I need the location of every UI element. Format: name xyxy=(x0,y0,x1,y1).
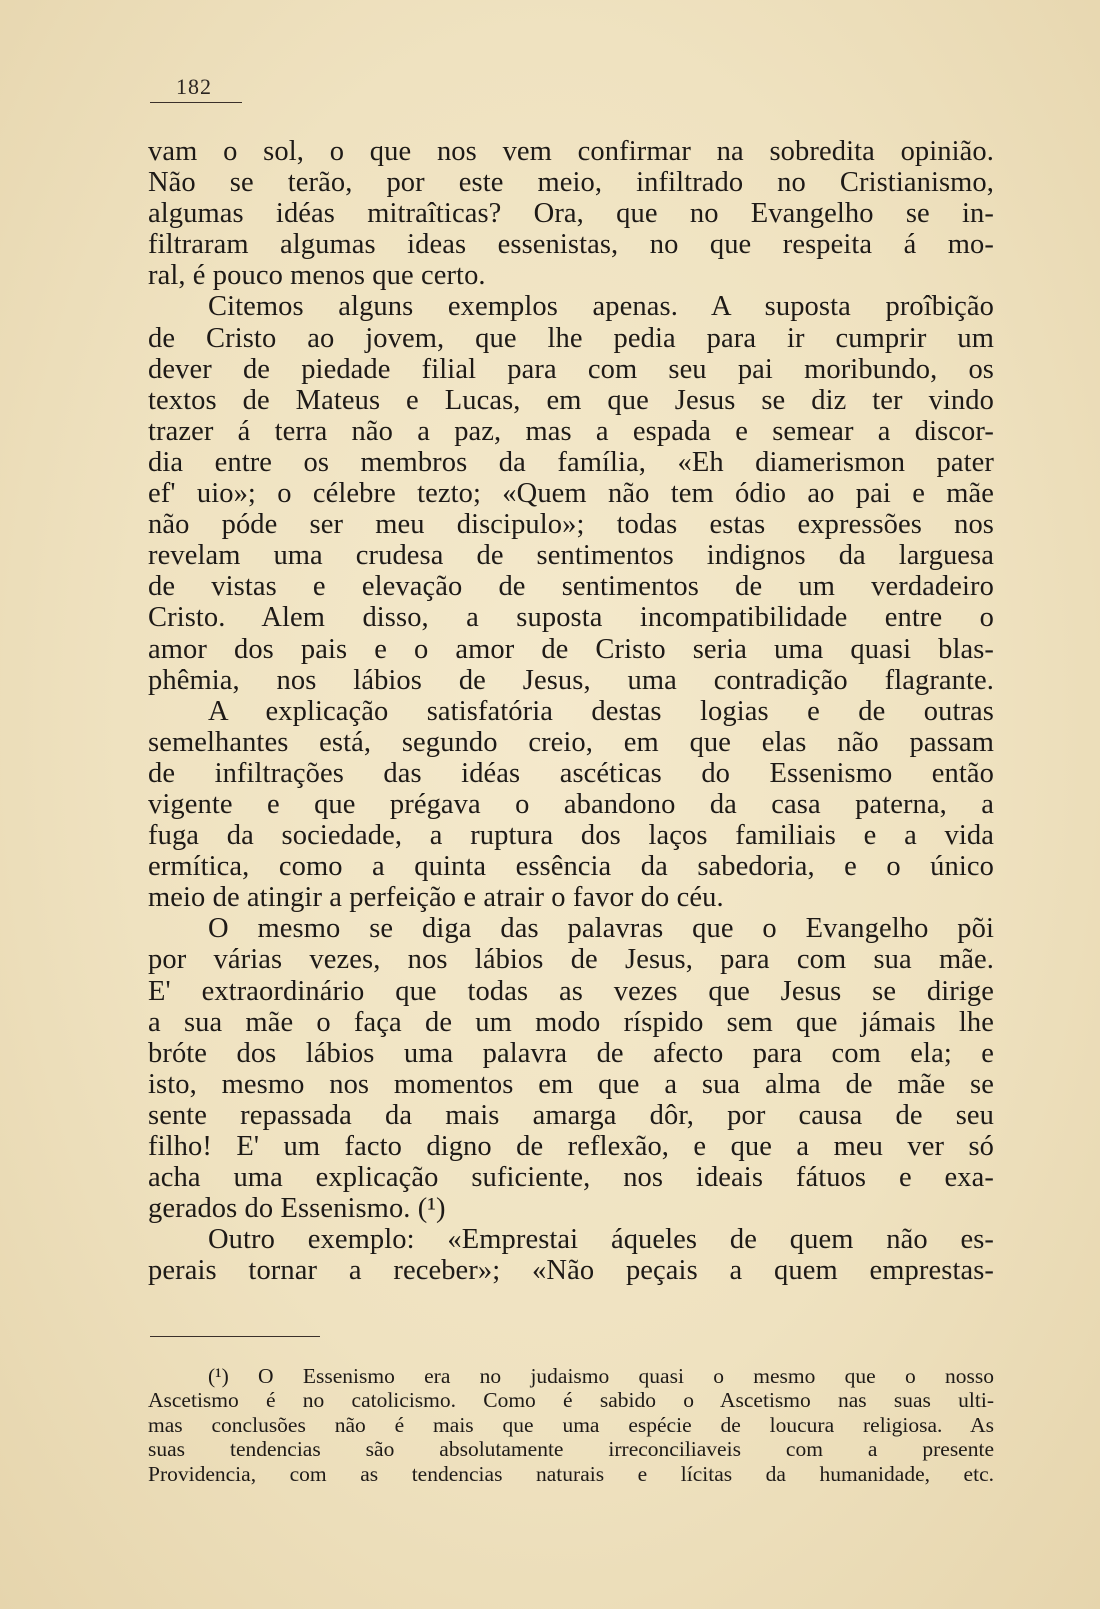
text-line: vigente e que prégava o abandono da casa paterna, a xyxy=(148,788,994,820)
text-line: phêmia, nos lábios de Jesus, uma contradição flagrante. xyxy=(148,664,994,696)
text-line: vam o sol, o que nos vem confirmar na sobredita opinião. xyxy=(148,136,994,167)
text-line: dia entre os membros da família, «Eh diamerismon pater xyxy=(148,446,994,478)
text-line: algumas idéas mitraîticas? Ora, que no Evangelho se in- xyxy=(148,198,994,230)
text-line: filtraram algumas ideas essenistas, no que respeita á mo- xyxy=(148,229,994,261)
footnote-rule xyxy=(150,1336,320,1337)
text-line: ral, é pouco menos que certo. xyxy=(148,260,486,292)
footnote xyxy=(148,1364,994,1486)
text-line: Outro exemplo: «Emprestai áqueles de quem não es- xyxy=(208,1224,994,1256)
text-line: não póde ser meu discipulo»; todas estas expressões nos xyxy=(148,509,994,541)
text-line: ermítica, como a quinta essência da sabedoria, e o único xyxy=(148,851,994,883)
text-line: filho! E' um facto digno de reflexão, e que a meu ver só xyxy=(148,1131,994,1162)
text-line: semelhantes está, segundo creio, em que elas não passam xyxy=(148,726,994,758)
footnote-line: (¹) O Essenismo era no judaismo quasi o mesmo que o nosso xyxy=(208,1364,994,1388)
footnote-line: mas conclusões não é mais que uma espécie de loucura religiosa. As xyxy=(148,1412,994,1437)
text-line: bróte dos lábios uma palavra de afecto para com ela; e xyxy=(148,1037,994,1069)
text-line: de vistas e elevação de sentimentos de um verdadeiro xyxy=(148,571,994,603)
text-line: dever de piedade filial para com seu pai moribundo, os xyxy=(148,353,994,385)
text-line: acha uma explicação suficiente, nos ideais fátuos e exa- xyxy=(148,1162,994,1194)
header-rule xyxy=(150,102,242,103)
text-line: textos de Mateus e Lucas, em que Jesus se diz ter vindo xyxy=(148,384,994,416)
text-line: fuga da sociedade, a ruptura dos laços familiais e a vida xyxy=(148,820,994,852)
text-line: sente repassada da mais amarga dôr, por causa de seu xyxy=(148,1099,994,1131)
text-line: de Cristo ao jovem, que lhe pedia para ir cumprir um xyxy=(148,322,994,354)
text-line: gerados do Essenismo. (¹) xyxy=(148,1193,446,1225)
text-line: de infiltrações das idéas ascéticas do Essenismo então xyxy=(148,757,994,789)
text-line: meio de atingir a perfeição e atrair o favor do céu. xyxy=(148,882,724,914)
text-line: por várias vezes, nos lábios de Jesus, para com sua mãe. xyxy=(148,944,994,976)
text-line: Citemos alguns exemplos apenas. A suposta proîbição xyxy=(208,291,994,323)
text-line: isto, mesmo nos momentos em que a sua alma de mãe se xyxy=(148,1068,994,1100)
text-line: E' extraordinário que todas as vezes que Jesus se dirige xyxy=(148,975,994,1007)
text-line: a sua mãe o faça de um modo ríspido sem que jámais lhe xyxy=(148,1006,994,1038)
text-line: Cristo. Alem disso, a suposta incompatibilidade entre o xyxy=(148,602,994,634)
footnote-line: suas tendencias são absolutamente irreconciliaveis com a presente xyxy=(148,1437,994,1462)
text-line: amor dos pais e o amor de Cristo seria uma quasi blas- xyxy=(148,633,994,665)
text-line: O mesmo se diga das palavras que o Evangelho põi xyxy=(208,913,994,945)
footnote-line: Providencia, com as tendencias naturais e lícitas da humanidade, etc. xyxy=(148,1461,994,1486)
text-line: A explicação satisfatória destas logias e de outras xyxy=(208,695,994,727)
text-line: trazer á terra não a paz, mas a espada e semear a discor- xyxy=(148,415,994,447)
text-line: perais tornar a receber»; «Não peçais a quem emprestas- xyxy=(148,1255,994,1287)
page-number: 182 xyxy=(176,74,212,99)
text-line: revelam uma crudesa de sentimentos indignos da larguesa xyxy=(148,540,994,572)
footnote-line: Ascetismo é no catolicismo. Como é sabido o Ascetismo nas suas ulti- xyxy=(148,1388,994,1413)
body-text xyxy=(148,136,994,1286)
text-line: Não se terão, por este meio, infiltrado no Cristianismo, xyxy=(148,167,994,199)
text-line: ef' uio»; o célebre tezto; «Quem não tem ódio ao pai e mãe xyxy=(148,478,994,510)
